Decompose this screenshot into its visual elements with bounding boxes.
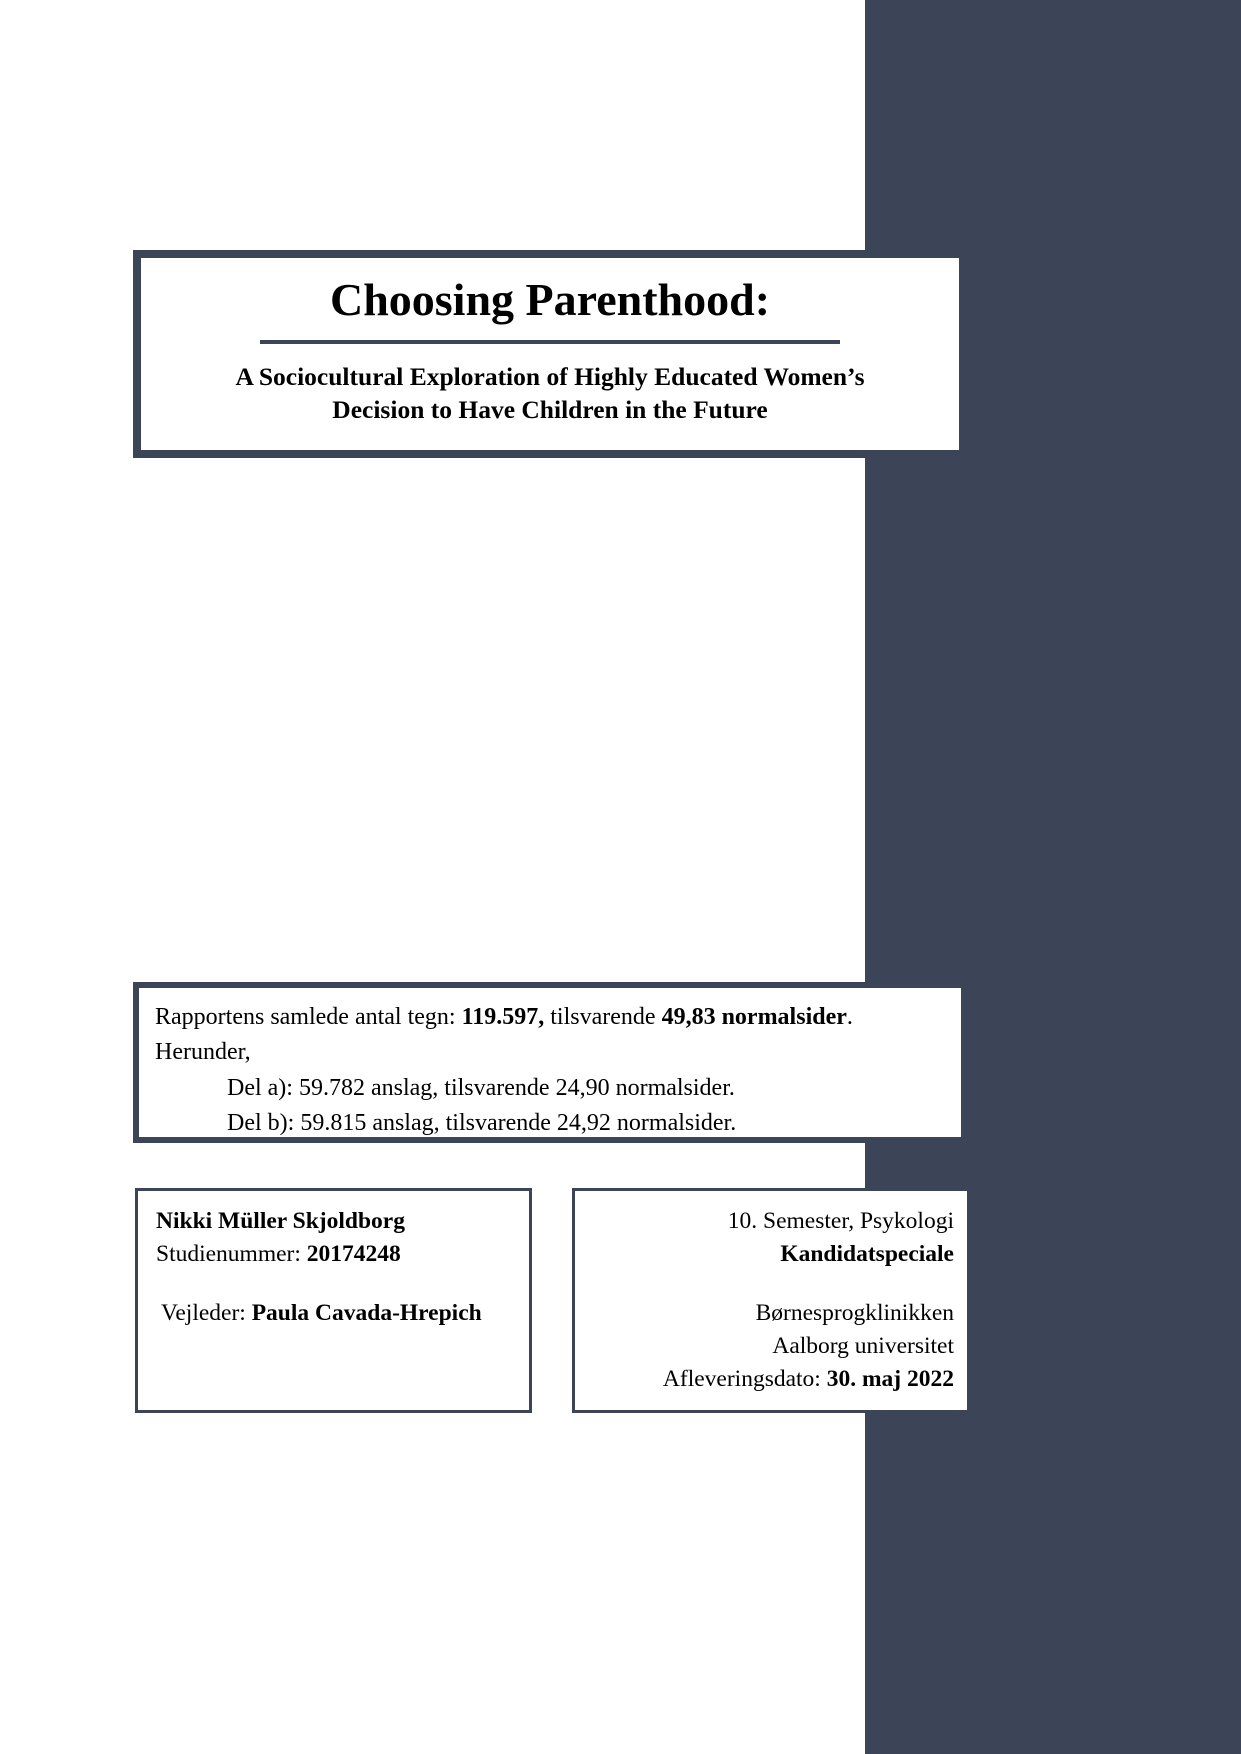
character-count-herunder-line: Herunder, [155,1039,251,1066]
submission-date-line [587,1363,954,1396]
character-count-inner [139,988,961,1141]
subtitle-line-1: A Sociocultural Exploration of Highly Educated Women’s [235,361,865,391]
author-name: Nikki Müller Skjoldborg [156,1208,405,1234]
advisor-label: Vejleder: [161,1299,252,1326]
title-inner [141,258,959,427]
count-middle: tilsvarende [544,1004,662,1030]
submission-date-value: 30. maj 2022 [826,1365,954,1392]
clinic-line: Børnesprogklinikken [755,1299,954,1326]
student-number-value: 20174248 [306,1240,401,1267]
count-prefix: Rapportens samlede antal tegn: [155,1004,462,1030]
advisor-line [156,1297,513,1330]
author-box [135,1188,532,1413]
degree-line: Kandidatspeciale [780,1240,954,1267]
count-normal-pages: 49,83 normalsider [661,1004,847,1030]
student-number-label: Studienummer: [156,1240,307,1267]
semester-line: 10. Semester, Psykologi [727,1208,954,1234]
author-inner [138,1191,529,1330]
count-total-chars: 119.597, [461,1004,545,1030]
title-divider [260,340,840,344]
advisor-name: Paula Cavada-Hrepich [251,1299,482,1326]
submission-date-label: Afleveringsdato: [662,1365,827,1392]
author-spacer [156,1271,513,1297]
count-suffix: . [846,1004,853,1030]
character-count-part-b-line: Del b): 59.815 anslag, tilsvarende 24,92 normalsider. [227,1109,737,1136]
character-count-box [133,982,967,1143]
page-title: Choosing Parenthood: [329,274,771,325]
page-subtitle [167,360,933,428]
title-box [133,250,967,458]
student-number-line [156,1238,513,1271]
university-line: Aalborg universitet [772,1332,954,1359]
character-count-part-a-line: Del a): 59.782 anslag, tilsvarende 24,90 normalsider. [227,1074,735,1101]
info-spacer [587,1271,954,1297]
institution-info-inner [575,1191,967,1395]
character-count-total-line [155,1000,945,1035]
institution-info-box [572,1188,970,1413]
subtitle-line-2: Decision to Have Children in the Future [332,395,768,425]
